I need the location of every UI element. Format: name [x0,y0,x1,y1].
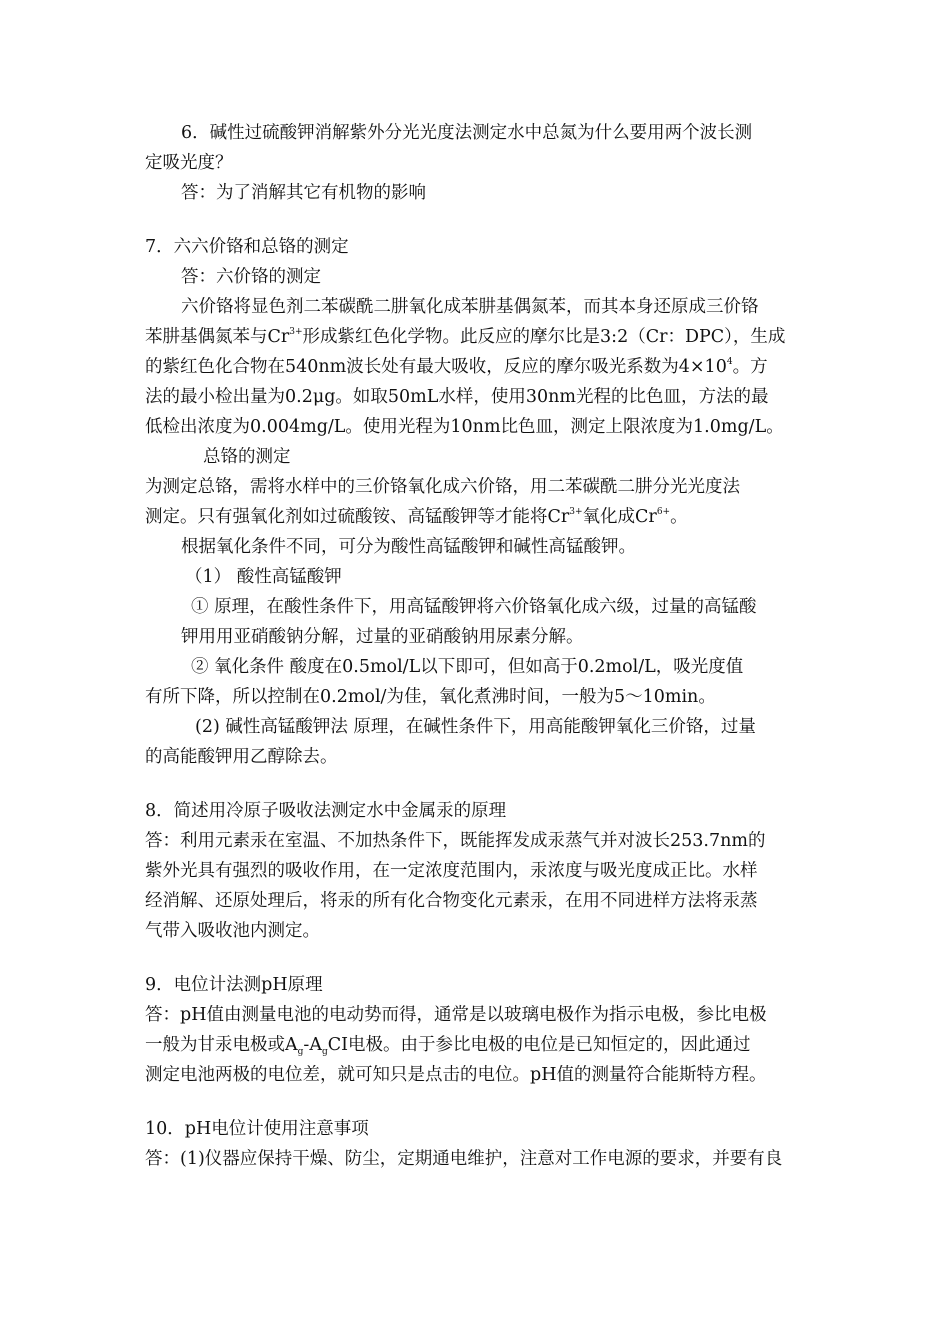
q7-s1-head: （1） 酸性高锰酸钾 [185,567,342,587]
text-run: 的紫红色化合物在540nm波长处有最大吸收，反应的摩尔吸光系数为4×10 [145,357,727,377]
q9-title: 9．电位计法测pH原理 [145,975,323,995]
q7-s2-line1: (2) 碱性高锰酸钾法 原理，在碱性条件下，用高能酸钾氧化三价铬，过量 [195,717,756,737]
text-run: 。方 [732,357,768,377]
q7-answer-head: 答：六价铬的测定 [181,267,321,287]
q8-line1: 答：利用元素汞在室温、不加热条件下，既能挥发成汞蒸气并对波长253.7nm的 [145,831,766,851]
q7-s2-line2: 的高能酸钾用乙醇除去。 [145,747,338,767]
q7-total-head: 总铬的测定 [203,447,291,467]
q9-line1: 答：pH值由测量电池的电动势而得，通常是以玻璃电极作为指示电极，参比电极 [145,1005,767,1025]
q7-p1-line3 [145,352,810,382]
q10-line1: 答：(1)仪器应保持干燥、防尘，定期通电维护，注意对工作电源的要求，并要有良 [145,1149,783,1169]
q8-title: 8．简述用冷原子吸收法测定水中金属汞的原理 [145,801,507,821]
q9-line2 [145,1030,810,1060]
q7-p2-line2 [145,502,810,532]
q8-line2: 紫外光具有强烈的吸收作用，在一定浓度范围内，汞浓度与吸光度成正比。水样 [145,861,758,881]
q7-p1-line1: 六价铬将显色剂二苯碳酰二肼氧化成苯肼基偶氮苯，而其本身还原成三价铬 [181,297,759,317]
superscript: 3+ [289,327,303,337]
q7-title: 7．六六价铬和总铬的测定 [145,237,349,257]
q7-s1-item2-line1: ② 氧化条件 酸度在0.5mol/L以下即可，但如高于0.2mol/L，吸光度值 [191,657,744,677]
text-run: 一般为甘汞电极或A [145,1035,298,1055]
spacer [145,946,810,970]
q10-title: 10．pH电位计使用注意事项 [145,1119,369,1139]
text-run: -A [303,1035,322,1055]
q9-line3: 测定电池两极的电位差，就可知只是点击的电位。pH值的测量符合能斯特方程。 [145,1065,767,1085]
subscript: g [297,1047,304,1057]
q8-line3: 经消解、还原处理后，将汞的所有化合物变化元素汞，在用不同进样方法将汞蒸 [145,891,758,911]
text-run: 。 [670,507,688,527]
q6-question-line1: 6．碱性过硫酸钾消解紫外分光光度法测定水中总氮为什么要用两个波长测 [181,123,753,143]
q7-p1-line2 [145,322,810,352]
superscript: 6+ [656,507,671,517]
q6-question-line2: 定吸光度？ [145,153,233,173]
q6-answer: 答：为了消解其它有机物的影响 [181,183,426,203]
document-page [145,118,810,1174]
q7-p1-line5: 低检出浓度为0.004mg/L。使用光程为10nm比色皿，测定上限浓度为1.0mg/L。 [145,417,784,437]
q7-p1-line4: 法的最小检出量为0.2μg。如取50mL水样，使用30nm光程的比色皿，方法的最 [145,387,769,407]
q7-s1-item1-line1: ① 原理，在酸性条件下，用高锰酸钾将六价铬氧化成六级，过量的高锰酸 [191,597,757,617]
q7-s1-item1-line2: 钾用用亚硝酸钠分解，过量的亚硝酸钠用尿素分解。 [181,627,584,647]
q7-s1-item2-line2: 有所下降，所以控制在0.2mol/为佳，氧化煮沸时间，一般为5～10min。 [145,687,716,707]
spacer [145,772,810,796]
text-run: 苯肼基偶氮苯与Cr [145,327,290,347]
spacer [145,1090,810,1114]
q7-p2-line1: 为测定总铬，需将水样中的三价铬氧化成六价铬，用二苯碳酰二肼分光光度法 [145,477,740,497]
subscript: g [321,1047,328,1057]
q7-p3: 根据氧化条件不同，可分为酸性高锰酸钾和碱性高锰酸钾。 [181,537,636,557]
text-run: CI电极。由于参比电极的电位是已知恒定的，因此通过 [327,1035,751,1055]
text-run: 形成紫红色化学物。此反应的摩尔比是3:2（Cr：DPC），生成 [302,327,786,347]
q8-line4: 气带入吸收池内测定。 [145,921,320,941]
text-run: 测定。只有强氧化剂如过硫酸铵、高锰酸钾等才能将Cr [145,507,570,527]
spacer [145,208,810,232]
superscript: 4 [726,357,733,367]
superscript: 3+ [569,507,583,517]
text-run: 氧化成Cr [582,507,657,527]
